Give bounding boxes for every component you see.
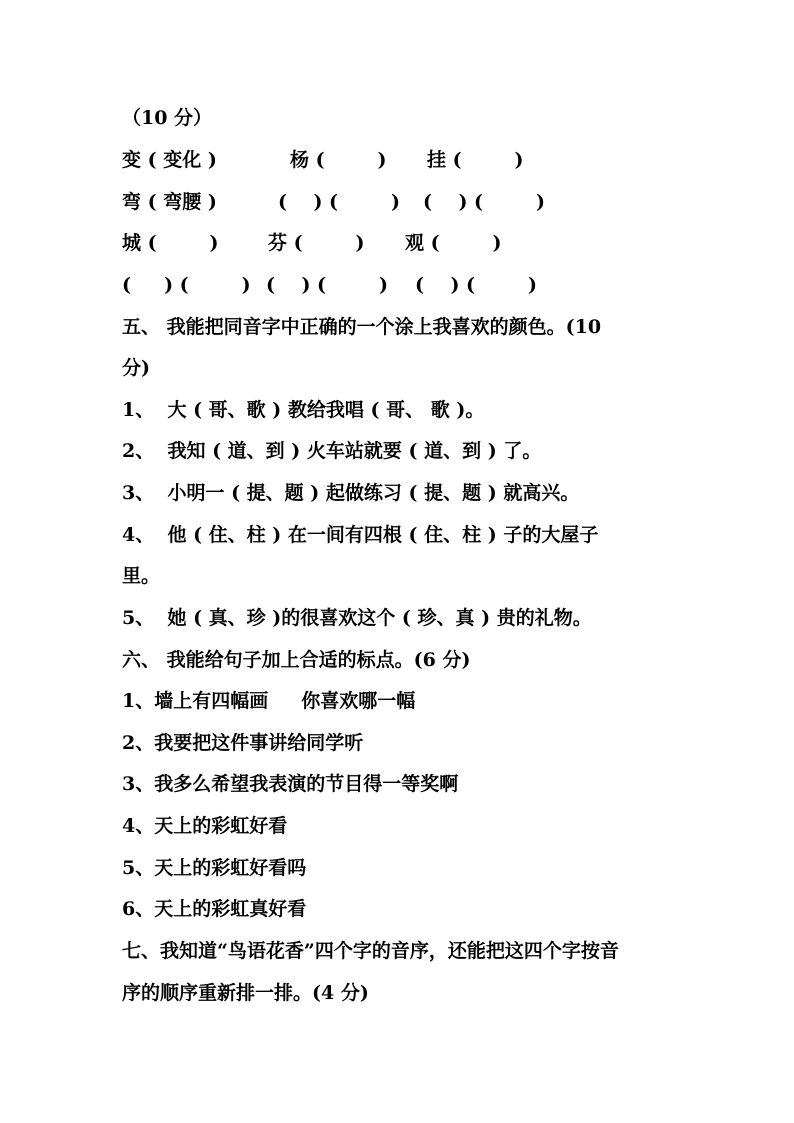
section5-title: 五、 我能把同音字中正确的一个涂上我喜欢的颜色。(10 [122, 316, 602, 338]
word-pair-item: 观 ( ) [405, 232, 502, 254]
list-item: 1、墙上有四幅画 你喜欢哪一幅 [122, 690, 416, 712]
word-pair-item: 芬 ( ) [268, 232, 365, 254]
list-item: 3、我多么希望我表演的节目得一等奖啊 [122, 773, 459, 795]
section6-title: 六、 我能给句子加上合适的标点。(6 分) [122, 649, 471, 671]
word-pair-item: 变 ( 变化 ) [122, 149, 217, 171]
list-item: 里。 [122, 565, 161, 587]
word-pair-item: 杨 ( ) [290, 149, 387, 171]
list-item: 5、 她 ( 真、珍 )的很喜欢这个 ( 珍、真 ) 贵的礼物。 [122, 607, 592, 629]
list-item: 4、 他 ( 住、柱 ) 在一间有四根 ( 住、柱 ) 子的大屋子 [122, 524, 599, 546]
list-item: 1、 大 ( 哥、歌 ) 教给我唱 ( 哥、 歌 )。 [122, 399, 485, 421]
word-pair-item: ( ) ( ) [423, 191, 545, 213]
word-pair-item: 城 ( ) [122, 232, 219, 254]
list-item: 6、天上的彩虹真好看 [122, 898, 307, 920]
word-pair-item: ( ) ( ) [122, 274, 251, 296]
section7-title-cont: 序的顺序重新排一排。(4 分) [122, 982, 369, 1004]
word-pair-item: 挂 ( ) [427, 149, 524, 171]
word-pair-item: 弯 ( 弯腰 ) [122, 191, 217, 213]
list-item: 4、天上的彩虹好看 [122, 815, 288, 837]
word-pair-item: ( ) ( ) [415, 274, 537, 296]
list-item: 2、我要把这件事讲给同学听 [122, 732, 364, 754]
list-item: 2、 我知 ( 道、到 ) 火车站就要 ( 道、到 ) 了。 [122, 440, 542, 462]
word-pair-item: ( ) ( ) [278, 191, 400, 213]
word-pair-item: ( ) ( ) [266, 274, 388, 296]
list-item: 5、天上的彩虹好看吗 [122, 857, 307, 879]
list-item: 3、 小明一 ( 提、题 ) 起做练习 ( 提、题 ) 就高兴。 [122, 482, 580, 504]
section5-title-cont: 分) [122, 357, 150, 379]
section4-score: （10 分） [122, 107, 213, 129]
section7-title: 七、我知道“鸟语花香”四个字的音序，还能把这四个字按音 [122, 940, 619, 962]
